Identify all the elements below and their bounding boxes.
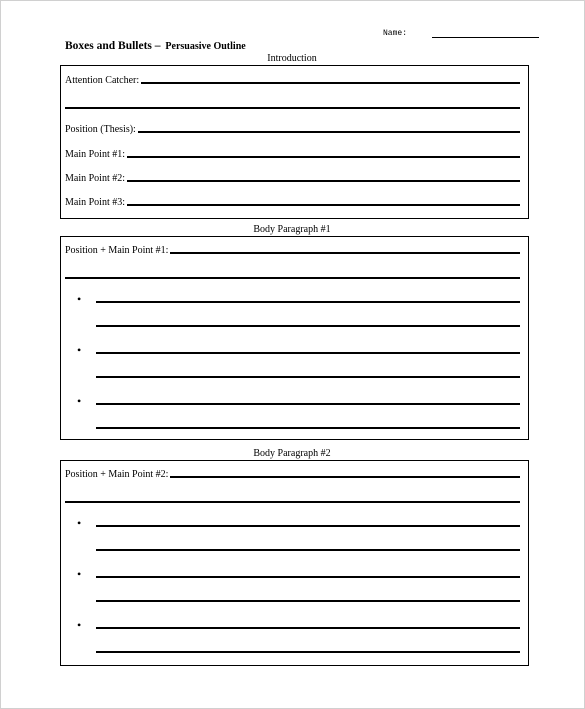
body-2-position-label: Position + Main Point #2: — [65, 469, 169, 480]
bullet-marker: • — [77, 516, 82, 530]
position-thesis-field[interactable] — [65, 121, 520, 135]
body-paragraph-2-box — [60, 460, 529, 666]
body-2-bullet-3-line[interactable] — [96, 627, 520, 629]
title-main: Boxes and Bullets – — [65, 40, 161, 52]
body-2-position-line-2[interactable] — [65, 501, 520, 503]
body-2-position-line[interactable] — [170, 476, 520, 478]
bullet-marker: • — [77, 343, 82, 357]
body-1-position-line[interactable] — [170, 252, 520, 254]
body-2-bullet-1-line[interactable] — [96, 525, 520, 527]
main-point-1-line[interactable] — [127, 156, 520, 158]
title-subtitle: Persuasive Outline — [165, 41, 246, 52]
bullet-marker: • — [77, 394, 82, 408]
attention-catcher-line[interactable] — [141, 82, 520, 84]
body-1-bullet-2-line[interactable] — [96, 352, 520, 354]
position-thesis-line[interactable] — [138, 131, 520, 133]
main-point-3-line[interactable] — [127, 204, 520, 206]
main-point-2-line[interactable] — [127, 180, 520, 182]
bullet-marker: • — [77, 292, 82, 306]
body-1-bullet-2-line-2[interactable] — [96, 376, 520, 378]
attention-catcher-line-2[interactable] — [65, 107, 520, 109]
body-2-bullet-1-line-2[interactable] — [96, 549, 520, 551]
body-1-bullet-1-line[interactable] — [96, 301, 520, 303]
name-row — [383, 28, 539, 38]
bullet-marker: • — [77, 567, 82, 581]
body-paragraph-1-heading: Body Paragraph #1 — [253, 224, 331, 235]
body-1-position-line-2[interactable] — [65, 277, 520, 279]
name-field[interactable] — [432, 28, 539, 38]
bullet-marker: • — [77, 618, 82, 632]
name-label: Name: — [383, 29, 408, 38]
body-1-position-field[interactable] — [65, 242, 520, 256]
body-paragraph-1-box — [60, 236, 529, 440]
introduction-box — [60, 65, 529, 219]
document-title — [65, 40, 246, 52]
main-point-1-field[interactable] — [65, 146, 520, 160]
body-1-bullet-1-line-2[interactable] — [96, 325, 520, 327]
body-2-bullet-2-line[interactable] — [96, 576, 520, 578]
main-point-1-label: Main Point #1: — [65, 149, 126, 160]
introduction-heading: Introduction — [267, 53, 317, 64]
body-paragraph-2-heading: Body Paragraph #2 — [253, 448, 331, 459]
body-2-bullet-3-line-2[interactable] — [96, 651, 520, 653]
body-1-bullet-3-line-2[interactable] — [96, 427, 520, 429]
body-1-position-label: Position + Main Point #1: — [65, 245, 169, 256]
attention-catcher-field[interactable] — [65, 72, 520, 86]
body-2-position-field[interactable] — [65, 466, 520, 480]
attention-catcher-label: Attention Catcher: — [65, 75, 140, 86]
position-thesis-label: Position (Thesis): — [65, 124, 136, 135]
main-point-3-label: Main Point #3: — [65, 197, 126, 208]
main-point-2-label: Main Point #2: — [65, 173, 126, 184]
main-point-3-field[interactable] — [65, 194, 520, 208]
main-point-2-field[interactable] — [65, 170, 520, 184]
body-2-bullet-2-line-2[interactable] — [96, 600, 520, 602]
body-1-bullet-3-line[interactable] — [96, 403, 520, 405]
